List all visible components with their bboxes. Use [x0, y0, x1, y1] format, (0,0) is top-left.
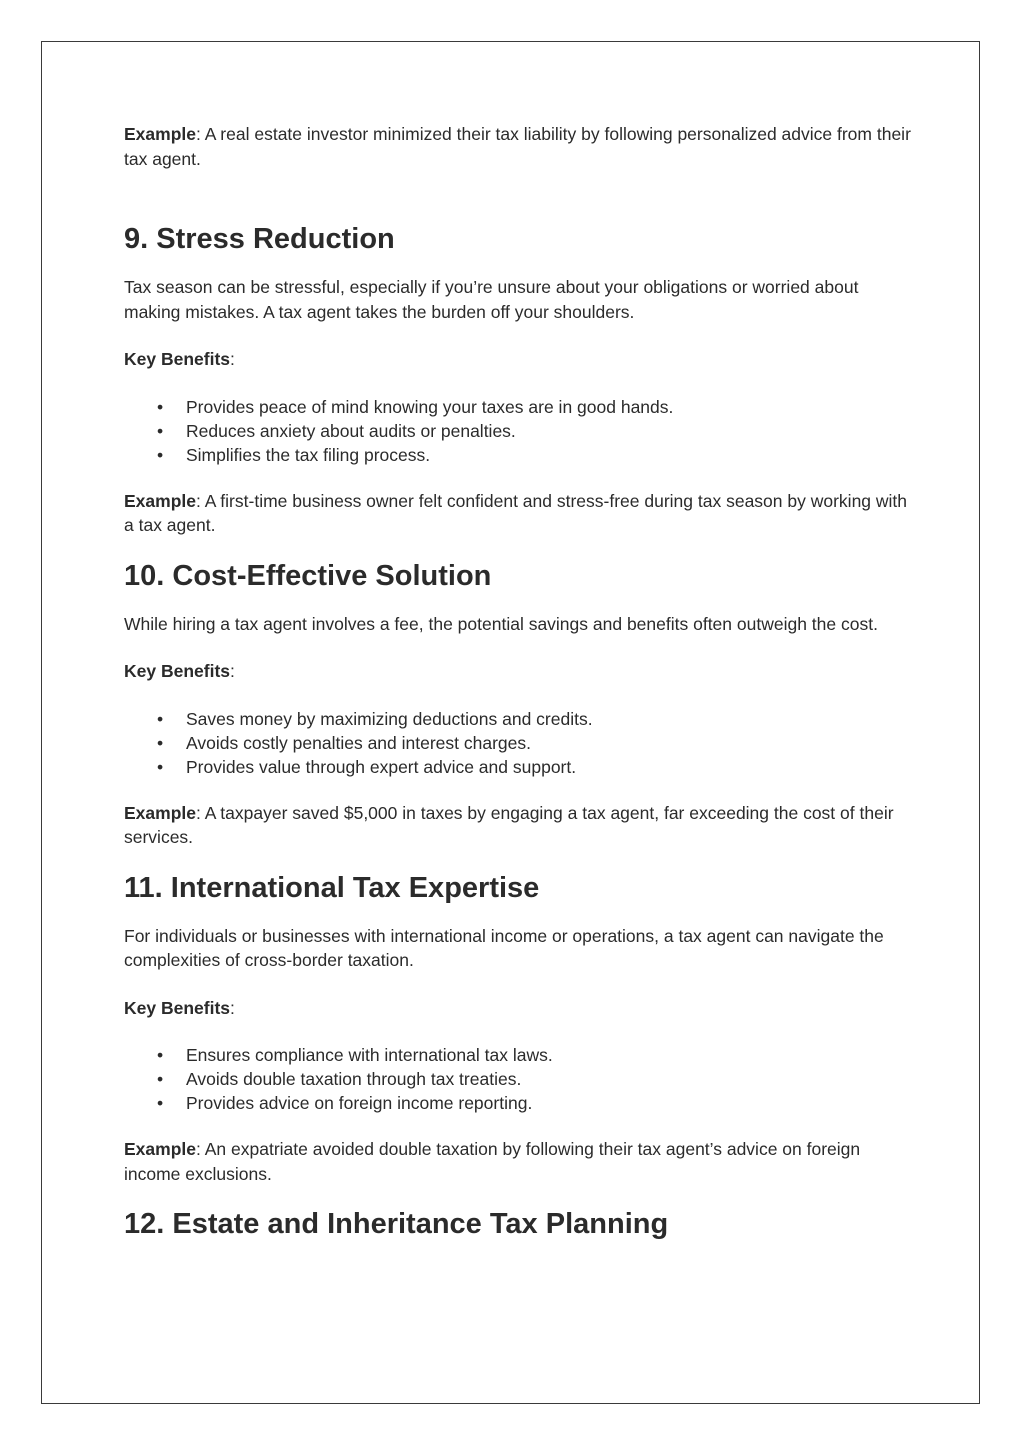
bullet-icon: • [157, 444, 164, 465]
section-heading: 10. Cost-Effective Solution [124, 559, 492, 592]
example-label: Example [124, 490, 196, 511]
key-benefits-label: Key Benefits: [124, 997, 235, 1018]
section-example [124, 1137, 914, 1186]
document-content [124, 122, 914, 1241]
list-item: • Avoids double taxation through tax treaties. [157, 1069, 522, 1089]
section-heading: 9. Stress Reduction [124, 223, 395, 255]
section-example [124, 801, 914, 850]
section-description: While hiring a tax agent involves a fee, the potential savings and benefits often outweigh the cost. [124, 613, 878, 634]
key-benefits-title: Key Benefits [124, 661, 231, 681]
bullet-icon: • [157, 1045, 164, 1065]
bullet-icon: • [157, 732, 164, 753]
benefits-list [124, 1043, 914, 1115]
key-benefits-label: Key Benefits: [124, 349, 235, 369]
key-benefits-title: Key Benefits [124, 349, 231, 369]
list-item: • Avoids costly penalties and interest charges. [157, 732, 532, 753]
list-item: • Reduces anxiety about audits or penalties. [157, 420, 516, 441]
list-item: • Provides peace of mind knowing your taxes are in good hands. [157, 396, 674, 417]
bullet-icon: • [157, 1093, 164, 1113]
example-label: Example [124, 124, 196, 144]
list-item: • Saves money by maximizing deductions and credits. [157, 708, 593, 729]
section-example [124, 489, 914, 538]
benefits-list [124, 395, 914, 467]
key-benefits-label: Key Benefits: [124, 661, 235, 681]
example-text: : A real estate investor minimized their tax liability by following personalized advice from their tax agent. [124, 124, 911, 169]
list-item: • Provides value through expert advice and support. [157, 756, 577, 777]
benefits-list [124, 707, 914, 779]
intro-example [124, 122, 914, 171]
example-text: : An expatriate avoided double taxation by following their tax agent’s advice on foreign income exclusions. [124, 1139, 861, 1184]
bullet-icon: • [157, 420, 164, 441]
list-item: • Provides advice on foreign income reporting. [157, 1093, 533, 1113]
list-item: • Ensures compliance with international tax laws. [157, 1045, 553, 1065]
section-heading: 11. International Tax Expertise [124, 871, 540, 904]
example-text: : A first-time business owner felt confident and stress-free during tax season by working with a tax agent. [124, 490, 908, 535]
bullet-icon: • [157, 708, 164, 729]
list-item: • Simplifies the tax filing process. [157, 444, 431, 465]
bullet-icon: • [157, 1069, 164, 1089]
bullet-icon: • [157, 756, 164, 777]
key-benefits-title: Key Benefits [124, 997, 231, 1018]
example-label: Example [124, 802, 196, 823]
example-text: : A taxpayer saved $5,000 in taxes by engaging a tax agent, far exceeding the cost of their services. [124, 802, 894, 847]
example-label: Example [124, 1139, 196, 1159]
bullet-icon: • [157, 396, 164, 417]
section-description: Tax season can be stressful, especially if you’re unsure about your obligations or worried about making mistakes. A tax agent takes the burden off your shoulders. [124, 277, 859, 322]
final-section-heading: 12. Estate and Inheritance Tax Planning [124, 1208, 669, 1240]
section-description: For individuals or businesses with international income or operations, a tax agent can navigate the complexities of cross-border taxation. [124, 925, 884, 970]
